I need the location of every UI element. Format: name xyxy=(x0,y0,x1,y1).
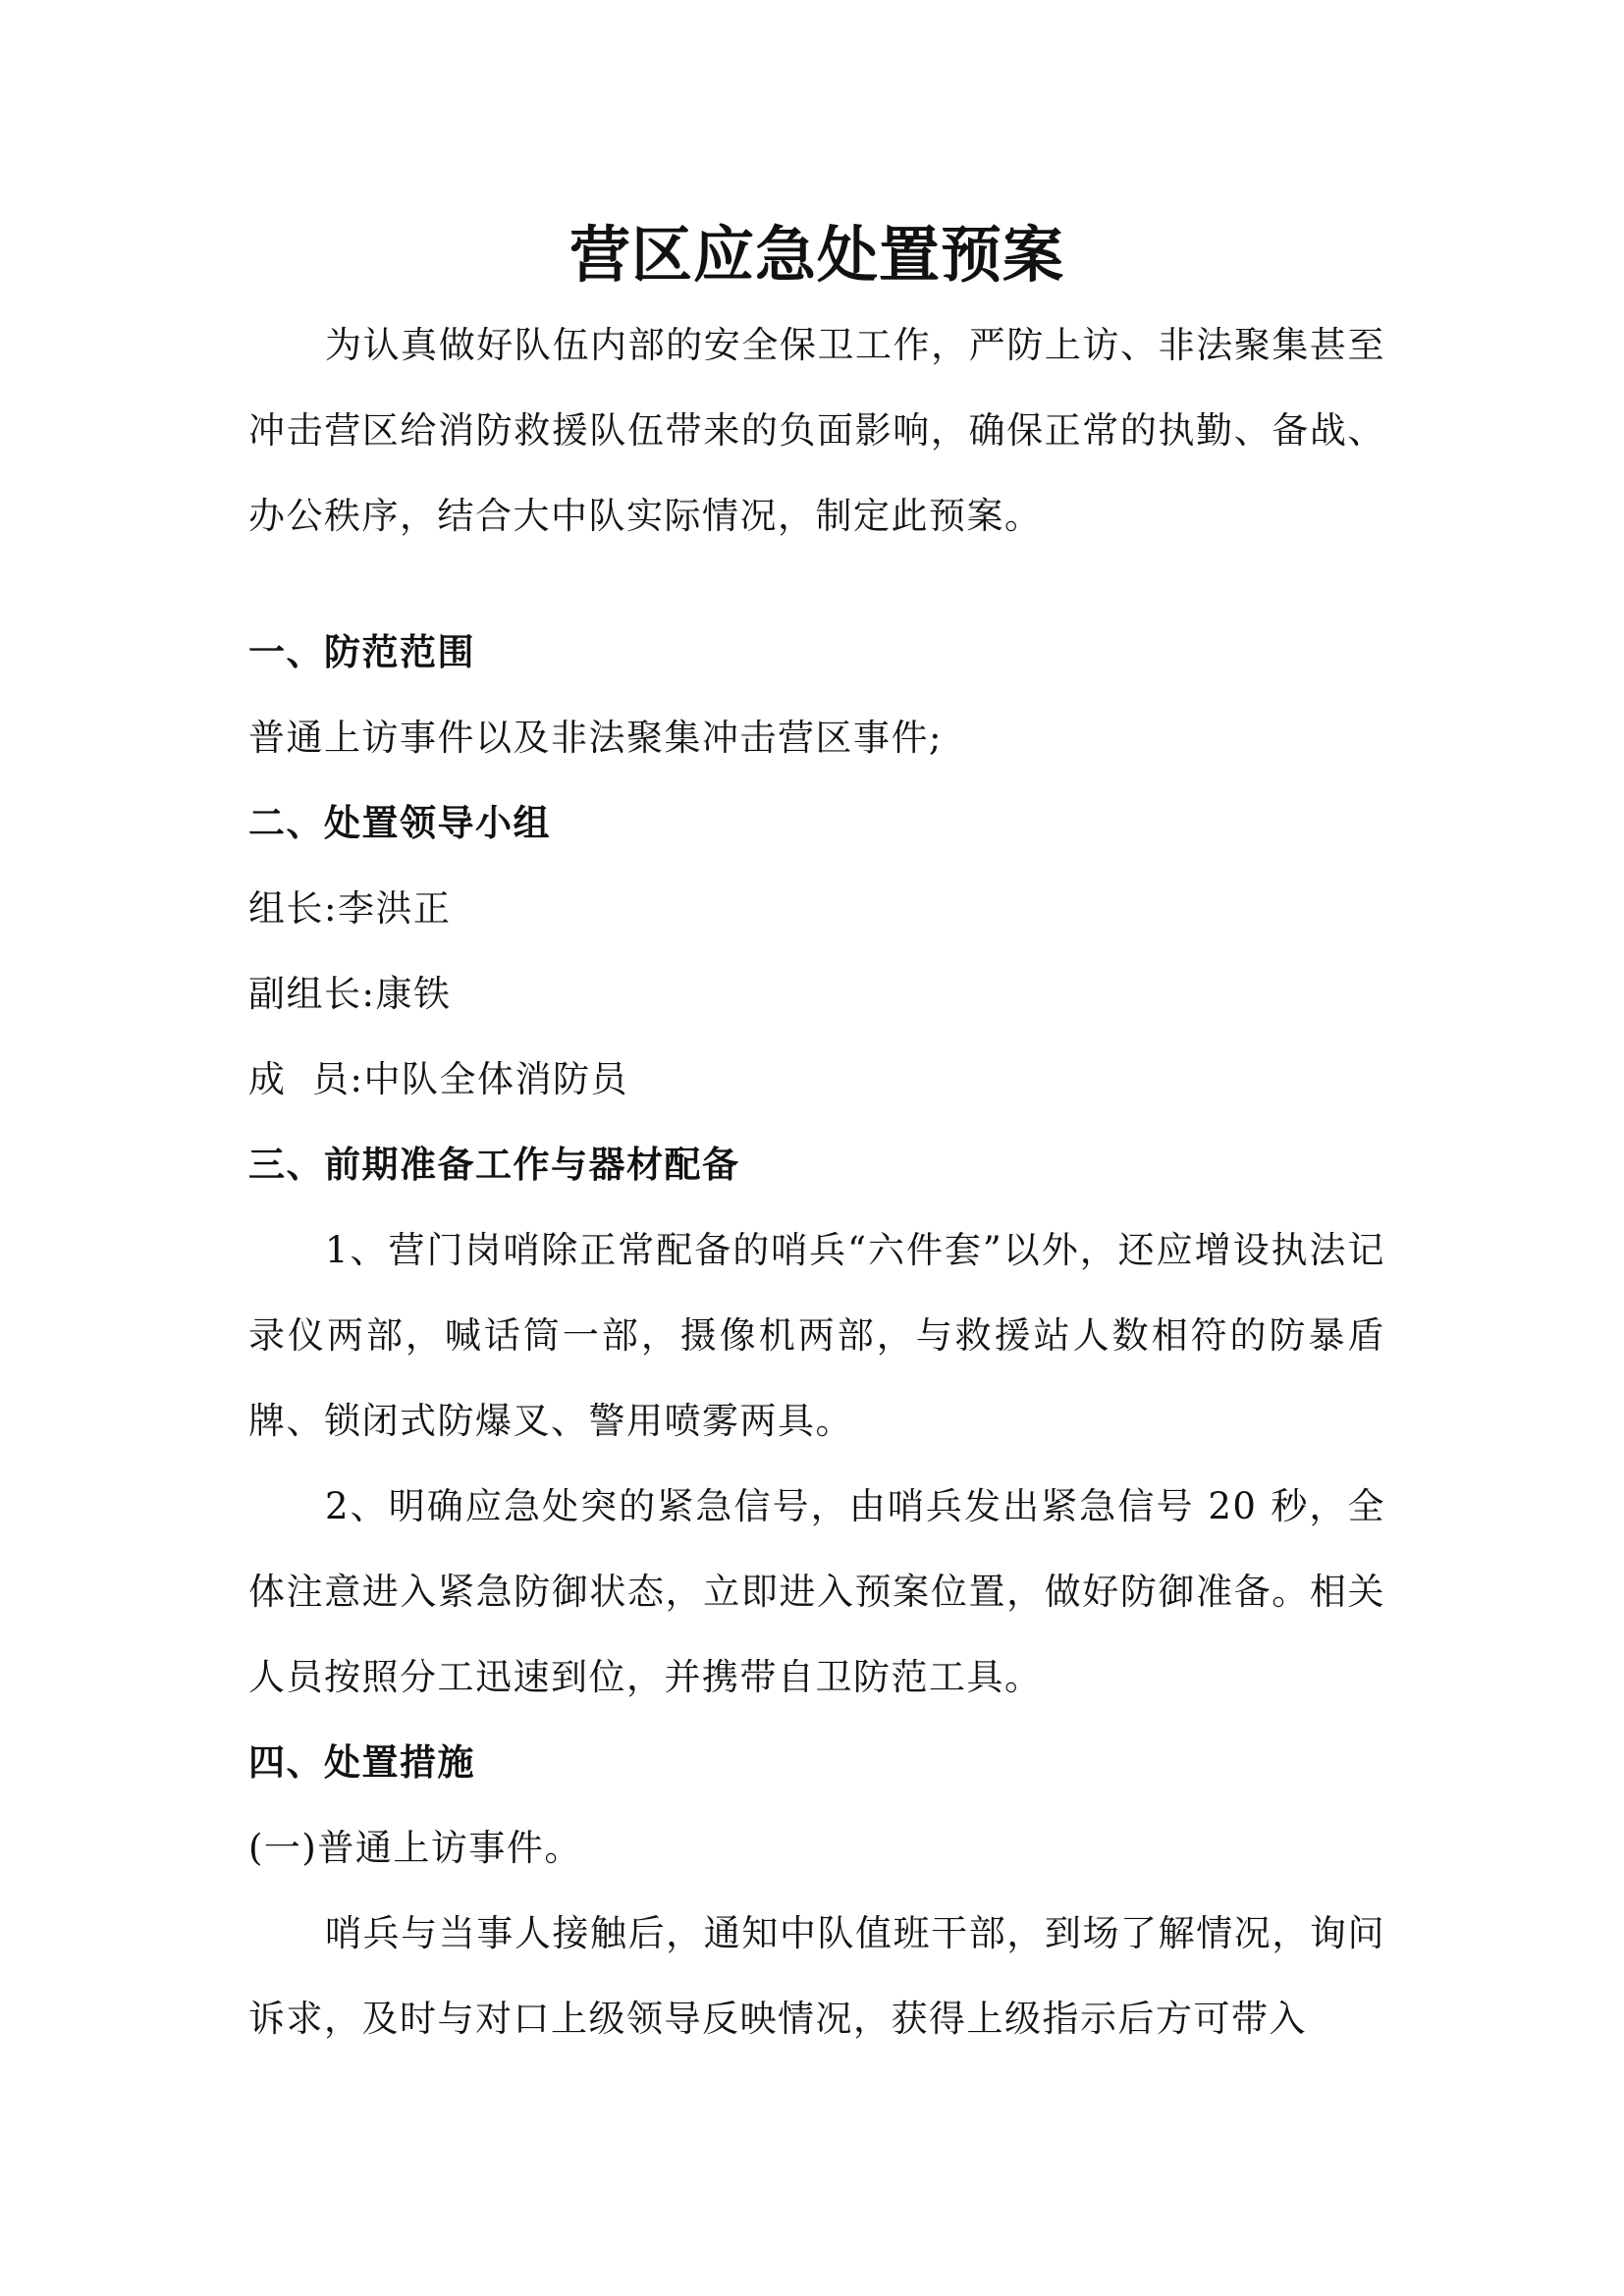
preparation-item-2: 2、明确应急处突的紧急信号，由哨兵发出紧急信号 20 秒，全体注意进入紧急防御状态，立即进入预案位置，做好防御准备。相关人员按照分工迅速到位，并携带自卫防范工具。 xyxy=(248,1485,1385,1698)
measures-subheading-1: (一)普通上访事件。 xyxy=(248,1827,582,1869)
scope-text: 普通上访事件以及非法聚集冲击营区事件; xyxy=(248,717,943,759)
document-body xyxy=(248,208,1385,2061)
section-heading-leadership: 二、处置领导小组 xyxy=(248,802,551,844)
preparation-item-1: 1、营门岗哨除正常配备的哨兵“六件套”以外，还应增设执法记录仪两部，喊话筒一部，摄像机两部，与救援站人数相符的防暴盾牌、锁闭式防爆叉、警用喷雾两具。 xyxy=(248,1229,1385,1442)
members-line: 成 员:中队全体消防员 xyxy=(248,1058,628,1100)
section-heading-scope: 一、防范范围 xyxy=(248,631,475,673)
section-heading-preparation: 三、前期准备工作与器材配备 xyxy=(248,1144,740,1186)
section-heading-measures: 四、处置措施 xyxy=(248,1741,475,1784)
leader-line: 组长:李洪正 xyxy=(248,887,452,930)
measures-text-1: 哨兵与当事人接触后，通知中队值班干部，到场了解情况，询问诉求，及时与对口上级领导反映情况，获得上级指示后方可带入 xyxy=(248,1912,1385,2040)
intro-paragraph: 为认真做好队伍内部的安全保卫工作，严防上访、非法聚集甚至冲击营区给消防救援队伍带来的负面影响，确保正常的执勤、备战、办公秩序，结合大中队实际情况，制定此预案。 xyxy=(248,324,1385,537)
deputy-line: 副组长:康铁 xyxy=(248,973,452,1015)
spacer xyxy=(248,559,1385,610)
document-title: 营区应急处置预案 xyxy=(568,219,1064,291)
